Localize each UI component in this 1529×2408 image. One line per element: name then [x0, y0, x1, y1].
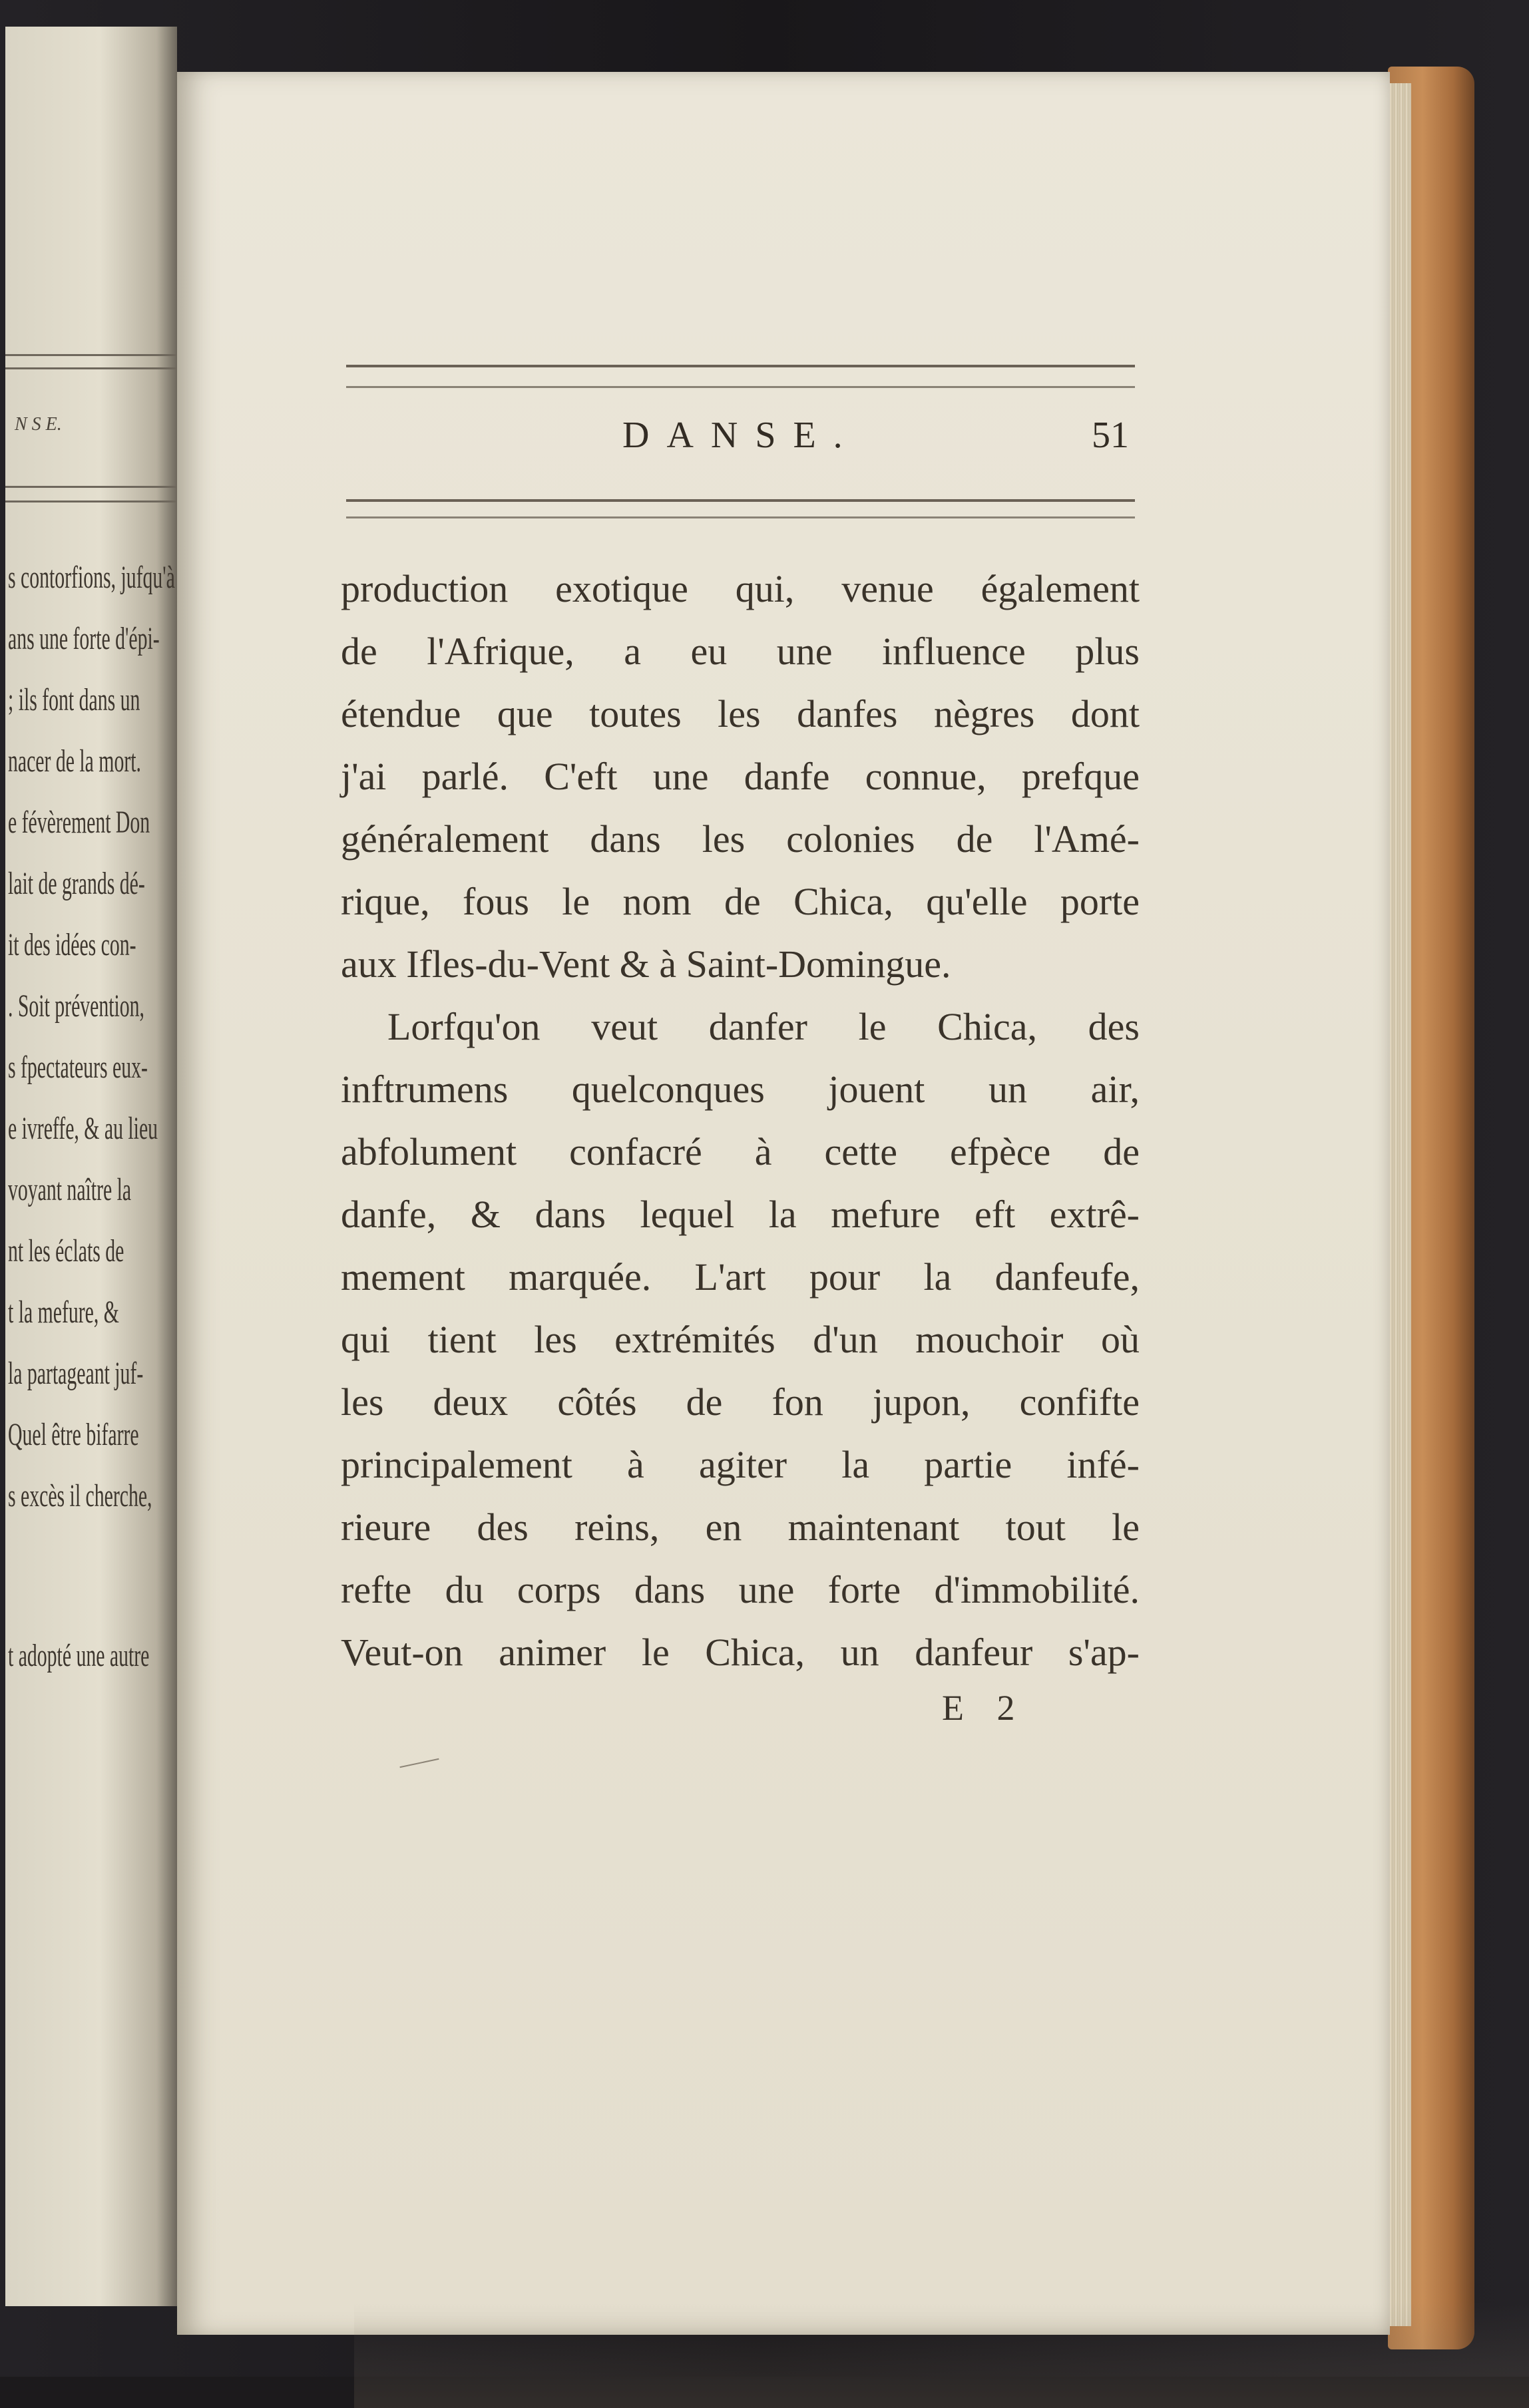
left-line: nt les éclats de	[8, 1233, 124, 1269]
left-line: s excès il cherche,	[8, 1478, 152, 1513]
text-line: mement marquée. L'art pour la danfeufe,	[341, 1255, 1140, 1299]
left-rule-bottom	[5, 486, 177, 488]
left-line: t la mefure, &	[8, 1295, 119, 1330]
text-line: abfolument confacré à cette efpèce de	[341, 1130, 1140, 1173]
page-bottom-edge	[354, 2302, 1529, 2408]
text-line: production exotique qui, venue également	[341, 567, 1140, 610]
left-line: Quel être bifarre	[8, 1417, 139, 1452]
text-line: étendue que toutes les danfes nègres dont	[341, 692, 1140, 735]
text-line: qui tient les extrémités d'un mouchoir où	[341, 1318, 1140, 1361]
left-running-head: N S E.	[15, 414, 62, 435]
running-head: DANSE.	[622, 415, 860, 456]
text-line: les deux côtés de fon jupon, confifte	[341, 1380, 1140, 1424]
left-line: ; ils font dans un	[8, 682, 140, 717]
signature-mark: E 2	[942, 1688, 1027, 1728]
left-rule-bottom-2	[5, 501, 177, 502]
text-line: refte du corps dans une forte d'immobilité.	[341, 1568, 1140, 1611]
left-line: t adopté une autre	[8, 1638, 150, 1673]
left-line: s fpectateurs eux-	[8, 1050, 148, 1085]
text-line: généralement dans les colonies de l'Amé-	[341, 817, 1140, 861]
text-line: inftrumens quelconques jouent un air,	[341, 1068, 1140, 1111]
left-line: s contorfions, jufqu'à	[8, 560, 175, 595]
text-line: j'ai parlé. C'eft une danfe connue, prefque	[341, 755, 1140, 798]
text-line: aux Ifles-du-Vent & à Saint-Domingue.	[341, 942, 951, 986]
left-line: . Soit prévention,	[8, 988, 144, 1024]
text-line: Veut-on animer le Chica, un danfeur s'ap-	[341, 1631, 1140, 1674]
text-line: danfe, & dans lequel la mefure eft extrê-	[341, 1193, 1140, 1236]
text-line: rique, fous le nom de Chica, qu'elle porte	[341, 880, 1140, 923]
left-line: it des idées con-	[8, 927, 136, 962]
left-rule-top	[5, 354, 177, 356]
text-line: rieure des reins, en maintenant tout le	[341, 1505, 1140, 1549]
left-line: la partageant juf-	[8, 1356, 144, 1391]
left-line: e ivreffe, & au lieu	[8, 1111, 158, 1146]
left-line: lait de grands dé-	[8, 866, 145, 901]
left-line: e févèrement Don	[8, 805, 150, 840]
left-line: ans une forte d'épi-	[8, 621, 160, 656]
left-line: nacer de la mort.	[8, 743, 141, 779]
text-line: Lorfqu'on veut danfer le Chica, des	[387, 1005, 1140, 1048]
left-rule-top-2	[5, 367, 177, 369]
page-number: 51	[1092, 415, 1129, 456]
left-facing-page	[5, 27, 177, 2306]
header-rule-top	[346, 365, 1135, 388]
header-rule-bottom	[346, 499, 1135, 518]
text-line: principalement à agiter la partie infé-	[341, 1443, 1140, 1486]
text-line: de l'Afrique, a eu une influence plus	[341, 630, 1140, 673]
left-line: voyant naître la	[8, 1172, 132, 1207]
